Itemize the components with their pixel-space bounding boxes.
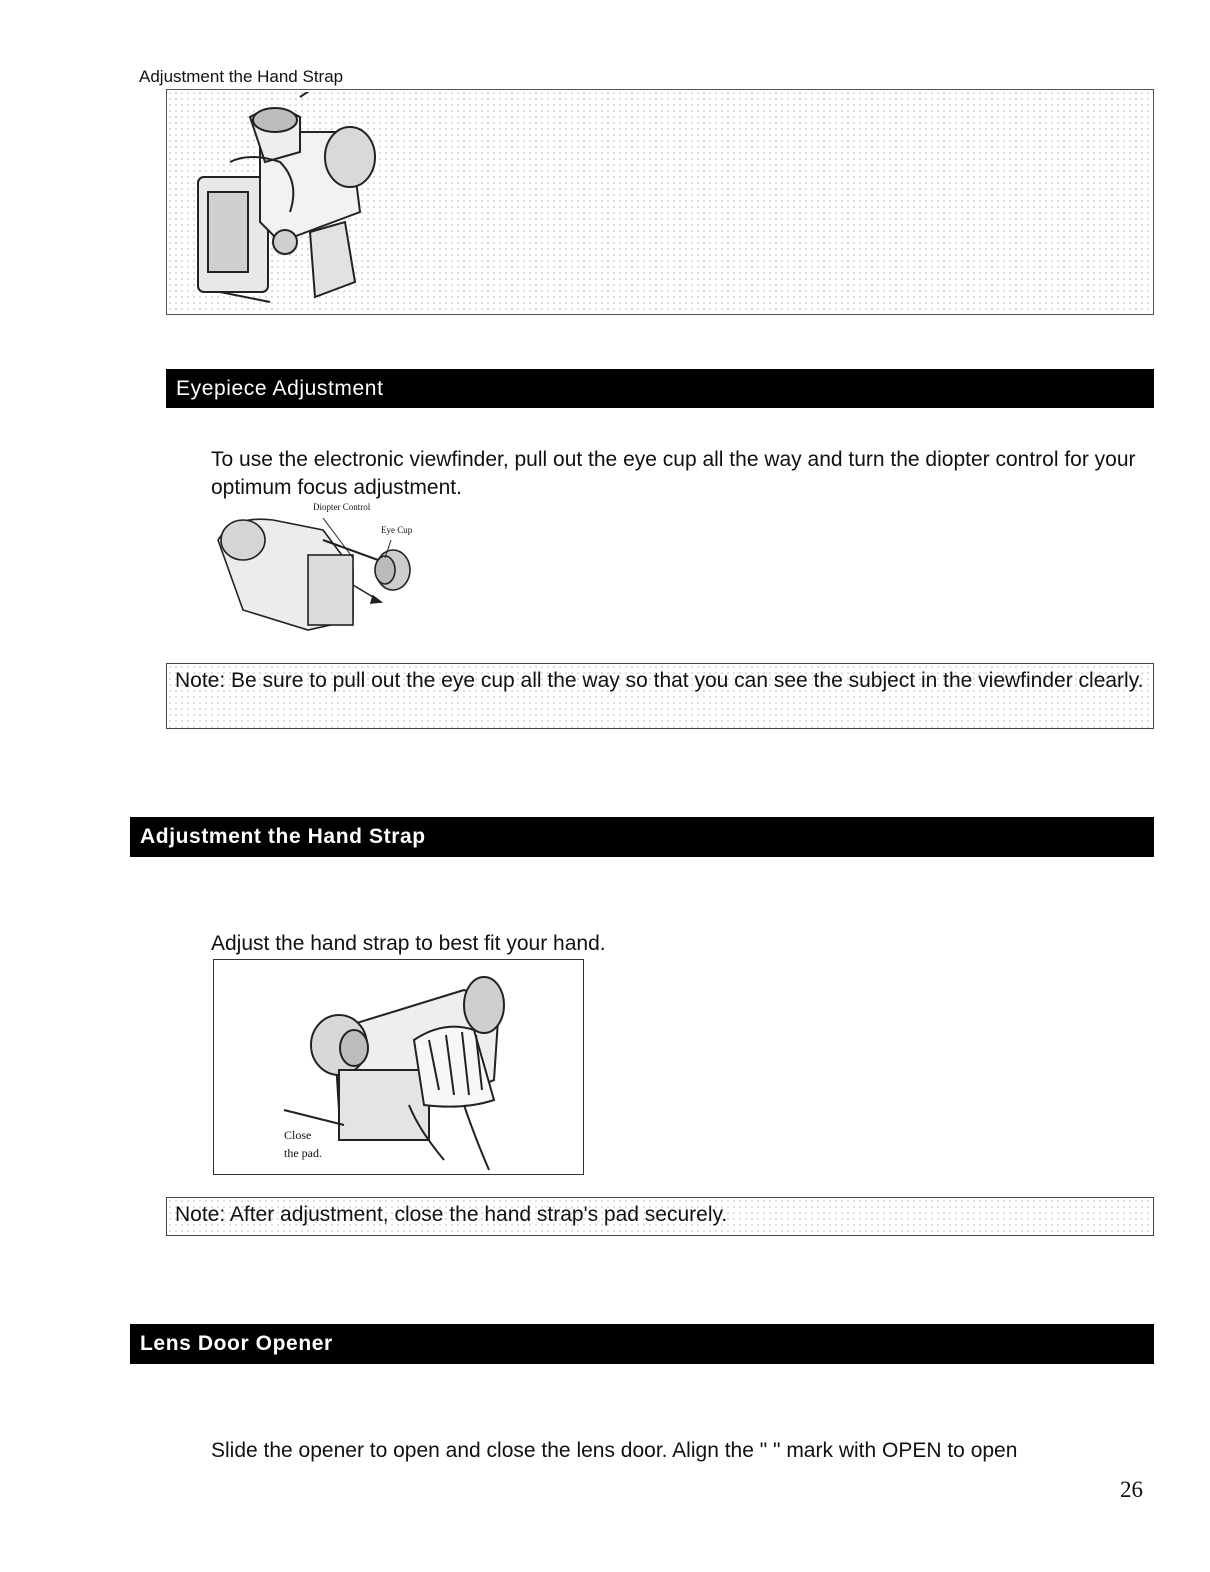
eye-cup-label: Eye Cup [381, 525, 413, 535]
eyepiece-instruction: To use the electronic viewfinder, pull out the eye cup all the way and turn the diopter control for your optimum focus adjustment. [211, 448, 1136, 499]
eyepiece-illustration [213, 500, 425, 635]
page-number: 26 [1120, 1477, 1143, 1502]
hand-strap-illustration [213, 959, 584, 1175]
section-header-eyepiece: Eyepiece Adjustment [166, 369, 1154, 408]
close-label: Close [284, 1128, 312, 1142]
the-pad-label: the pad. [284, 1146, 322, 1160]
diopter-control-label: Diopter Control [313, 502, 371, 512]
hand-strap-note: Note: After adjustment, close the hand strap's pad securely. [166, 1197, 1154, 1236]
camcorder-hand-illustration [190, 92, 390, 307]
section-header-lens-door: Lens Door Opener [130, 1324, 1154, 1364]
section-header-hand-strap: Adjustment the Hand Strap [130, 817, 1154, 857]
eyepiece-note: Note: Be sure to pull out the eye cup all the way so that you can see the subject in the viewfinder clearly. [166, 663, 1154, 729]
top-figure-caption: Adjustment the Hand Strap [139, 67, 344, 86]
hand-strap-instruction: Adjust the hand strap to best fit your hand. [211, 932, 606, 955]
lens-door-instruction: Slide the opener to open and close the lens door. Align the " " mark with OPEN to open [211, 1439, 1018, 1462]
